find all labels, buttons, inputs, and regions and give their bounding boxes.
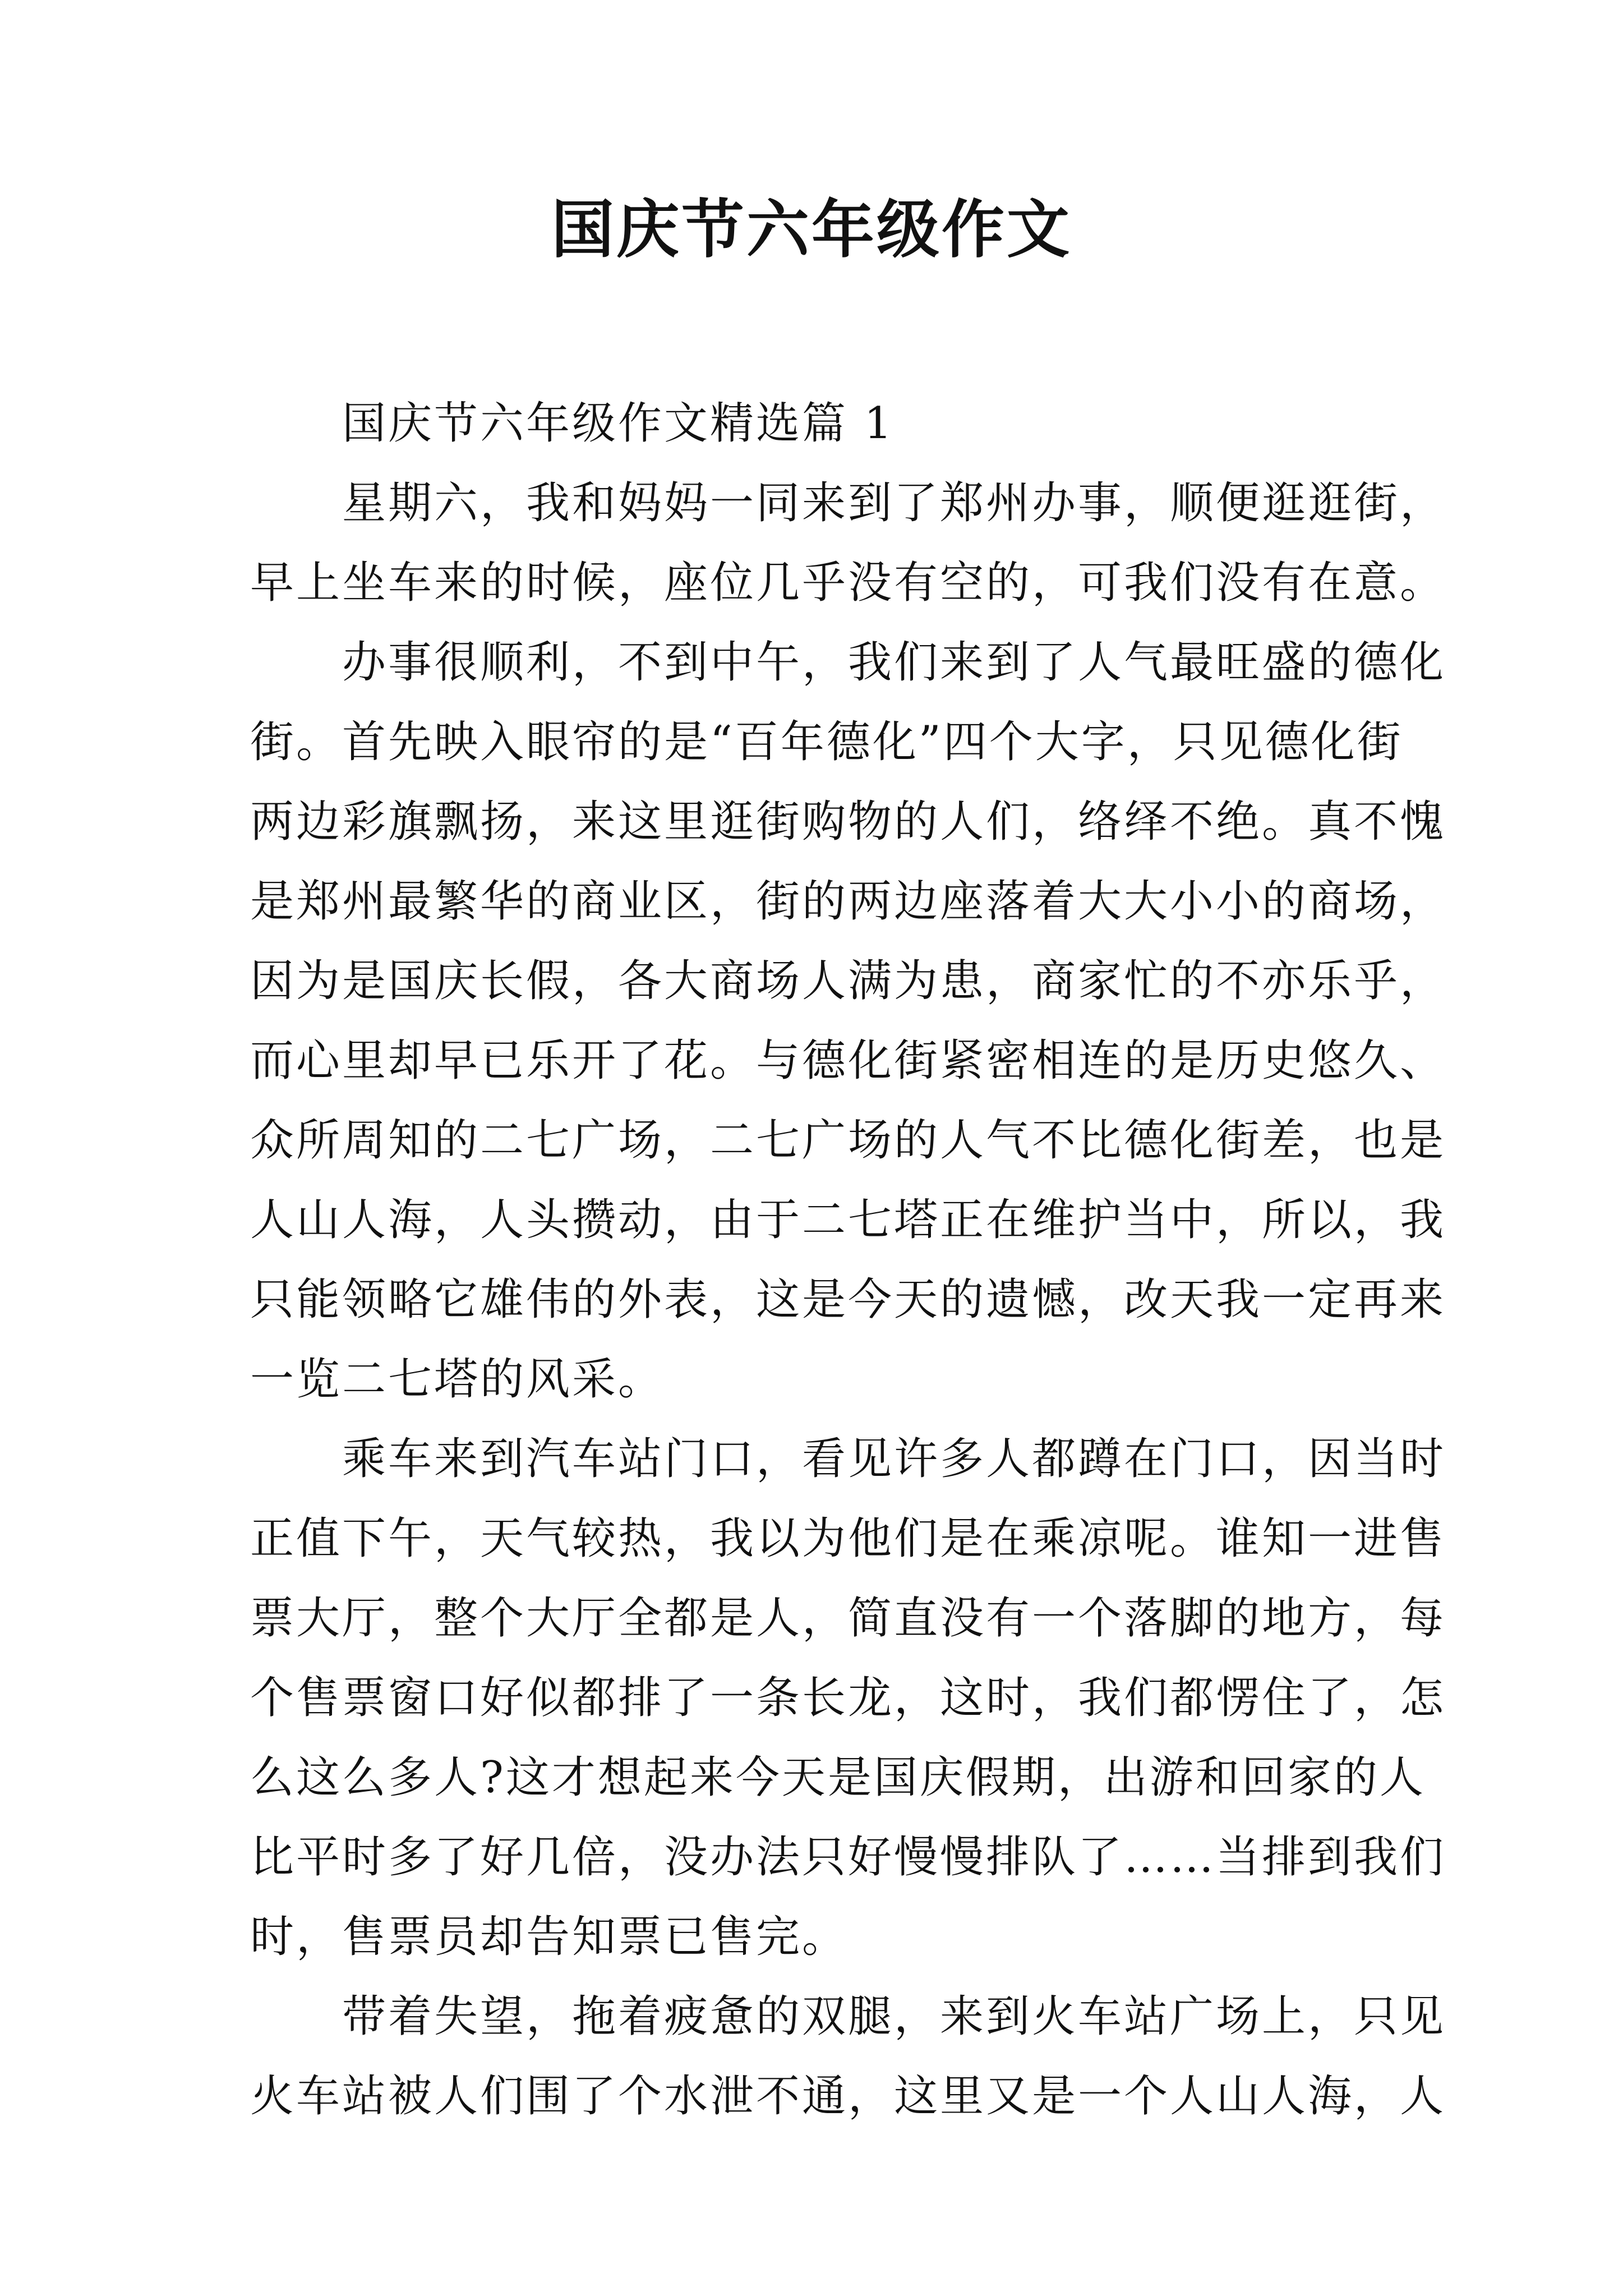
paragraph bbox=[250, 1977, 1446, 2136]
paragraph-line: 星期六，我和妈妈一同来到了郑州办事，顺便逛逛街， bbox=[342, 478, 1446, 528]
paragraph-line: 两边彩旗飘扬，来这里逛街购物的人们，络绎不绝。真不愧 bbox=[250, 797, 1446, 847]
paragraph-line: 么这么多人?这才想起来今天是国庆假期，出游和回家的人 bbox=[250, 1752, 1426, 1803]
paragraph-line: 带着失望，拖着疲惫的双腿，来到火车站广场上，只见 bbox=[342, 1991, 1446, 2042]
paragraph bbox=[250, 623, 1446, 1419]
paragraph-line: 办事很顺利，不到中午，我们来到了人气最旺盛的德化 bbox=[342, 637, 1446, 688]
paragraph-container bbox=[250, 463, 1446, 2136]
paragraph-line: 比平时多了好几倍，没办法只好慢慢排队了……当排到我们 bbox=[250, 1832, 1446, 1883]
paragraph-line: 是郑州最繁华的商业区，街的两边座落着大大小小的商场， bbox=[250, 876, 1446, 927]
section-heading: 国庆节六年级作文精选篇 1 bbox=[342, 398, 895, 449]
page-title: 国庆节六年级作文 bbox=[551, 193, 1072, 266]
document-body bbox=[250, 384, 1446, 2136]
paragraph-line: 一览二七塔的风采。 bbox=[250, 1354, 665, 1405]
paragraph-line: 只能领略它雄伟的外表，这是今天的遗憾，改天我一定再来 bbox=[250, 1274, 1446, 1325]
paragraph-line: 票大厅，整个大厅全都是人，简直没有一个落脚的地方，每 bbox=[250, 1593, 1446, 1644]
paragraph-line: 乘车来到汽车站门口，看见许多人都蹲在门口，因当时 bbox=[342, 1434, 1446, 1484]
paragraph-line: 时，售票员却告知票已售完。 bbox=[250, 1912, 849, 1962]
paragraph bbox=[250, 463, 1446, 623]
paragraph-line: 而心里却早已乐开了花。与德化街紧密相连的是历史悠久、 bbox=[250, 1036, 1446, 1086]
paragraph-line: 正值下午，天气较热，我以为他们是在乘凉呢。谁知一进售 bbox=[250, 1513, 1446, 1564]
paragraph-line: 个售票窗口好似都排了一条长龙，这时，我们都愣住了，怎 bbox=[250, 1673, 1446, 1723]
paragraph-line: 人山人海，人头攒动，由于二七塔正在维护当中，所以，我 bbox=[250, 1195, 1446, 1245]
paragraph-line: 因为是国庆长假，各大商场人满为患，商家忙的不亦乐乎， bbox=[250, 956, 1446, 1006]
paragraph-line: 街。首先映入眼帘的是“百年德化”四个大字，只见德化街 bbox=[250, 717, 1403, 767]
paragraph-line: 早上坐车来的时候，座位几乎没有空的，可我们没有在意。 bbox=[250, 558, 1446, 608]
paragraph-line: 火车站被人们围了个水泄不通，这里又是一个人山人海，人 bbox=[250, 2071, 1446, 2122]
paragraph bbox=[250, 1419, 1446, 1977]
paragraph-line: 众所周知的二七广场，二七广场的人气不比德化街差，也是 bbox=[250, 1115, 1446, 1166]
